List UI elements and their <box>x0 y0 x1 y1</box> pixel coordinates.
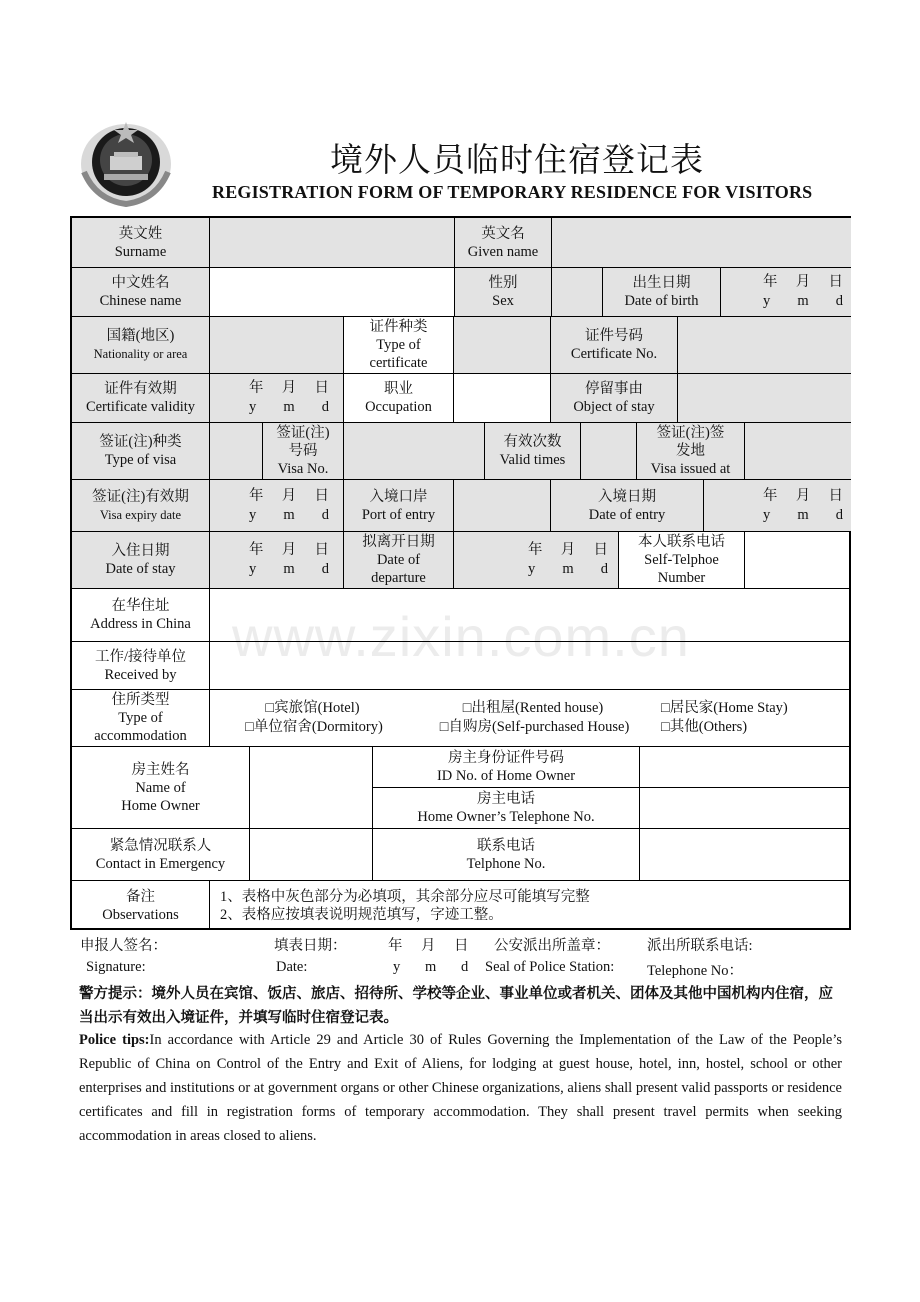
police-tips-cn: 警方提示：境外人员在宾馆、饭店、旅店、招待所、学校等企业、事业单位或者机关、团体及其他中国机构内住宿，应当出示有效出入境证件，并填写临时住宿登记表。 <box>79 986 833 1026</box>
occupation-field[interactable] <box>454 374 551 423</box>
accommodation-type-label: 住所类型 Type of accommodation <box>72 690 210 747</box>
date-of-departure-field[interactable]: 年 月 日 y m d <box>454 532 619 589</box>
owner-id-field[interactable] <box>640 747 851 788</box>
certificate-validity-field[interactable]: 年 月 日 y m d <box>210 374 344 423</box>
visa-issued-field[interactable] <box>745 423 851 480</box>
date-of-entry-field[interactable]: 年 月 日 y m d <box>704 480 851 532</box>
observations-text: 1、表格中灰色部分为必填项，其余部分应尽可能填写完整 2、表格应按填表说明规范填写，字迹工整。 <box>220 888 590 923</box>
valid-times-label: 有效次数 Valid times <box>485 423 581 480</box>
station-tel-label-cn: 派出所联系电话: <box>647 938 753 954</box>
fill-date-label-cn: 填表日期： <box>274 938 347 954</box>
owner-telephone-label: 房主电话 Home Owner’s Telephone No. <box>373 788 640 829</box>
fill-date-label-en: Date: <box>276 959 308 975</box>
footer-day-cn: 日 <box>454 938 469 954</box>
certificate-type-label: 证件种类 Type of certificate <box>344 317 454 374</box>
option-home-stay[interactable]: □居民家(Home Stay) <box>661 700 788 716</box>
footer-day-en: d <box>461 959 469 975</box>
given-name-field[interactable] <box>552 218 851 268</box>
police-tips-en <box>79 1028 842 1148</box>
visa-issued-label: 签证(注)签 发地 Visa issued at <box>637 423 745 480</box>
signature-label-en: Signature: <box>86 959 146 975</box>
home-owner-label: 房主姓名 Name of Home Owner <box>72 747 250 829</box>
signature-label-cn: 申报人签名： <box>80 938 167 954</box>
date-of-stay-field[interactable]: 年 月 日 y m d <box>210 532 344 589</box>
dob-field[interactable]: 年 月 日 y m d <box>721 268 851 317</box>
visa-type-field[interactable] <box>210 423 263 480</box>
option-hotel[interactable]: □宾旅馆(Hotel) <box>265 700 360 716</box>
footer-month-en: m <box>425 959 437 975</box>
date-of-stay-label: 入住日期 Date of stay <box>72 532 210 589</box>
certificate-no-field[interactable] <box>678 317 851 374</box>
form-title-en: REGISTRATION FORM OF TEMPORARY RESIDENCE FOR VISITORS <box>212 182 813 202</box>
police-seal-label-en: Seal of Police Station: <box>485 959 615 975</box>
port-of-entry-field[interactable] <box>454 480 551 532</box>
registration-form <box>70 216 851 930</box>
nationality-label: 国籍(地区) Nationality or area <box>72 317 210 374</box>
police-seal-label-cn: 公安派出所盖章： <box>494 938 610 954</box>
occupation-label: 职业 Occupation <box>344 374 454 423</box>
address-label: 在华住址 Address in China <box>72 589 210 642</box>
self-telephone-label: 本人联系电话 Self-Telphoe Number <box>619 532 745 589</box>
sex-label: 性别 Sex <box>455 268 552 317</box>
option-rented-house[interactable]: □出租屋(Rented house) <box>462 700 604 716</box>
sex-field[interactable] <box>552 268 603 317</box>
form-title-cn: 境外人员临时住宿登记表 <box>330 140 704 179</box>
option-self-purchased[interactable]: □自购房(Self-purchased House) <box>439 719 630 735</box>
address-field[interactable] <box>210 589 851 642</box>
owner-id-label: 房主身份证件号码 ID No. of Home Owner <box>373 747 640 788</box>
nationality-field[interactable] <box>210 317 344 374</box>
contact-telephone-label: 联系电话 Telphone No. <box>373 829 640 881</box>
home-owner-field[interactable] <box>250 747 373 829</box>
police-emblem-icon <box>76 112 176 208</box>
footer-month-cn: 月 <box>421 938 436 954</box>
surname-label: 英文姓 Surname <box>72 218 210 268</box>
footer-year-en: y <box>393 959 401 975</box>
visa-no-label: 签证(注) 号码 Visa No. <box>263 423 344 480</box>
option-others[interactable]: □其他(Others) <box>661 719 748 735</box>
observations-label: 备注 Observations <box>72 881 210 930</box>
emergency-contact-field[interactable] <box>250 829 373 881</box>
date-of-departure-label: 拟离开日期 Date of departure <box>344 532 454 589</box>
contact-telephone-field[interactable] <box>640 829 851 881</box>
station-tel-label-en: Telephone No： <box>647 963 744 979</box>
emergency-contact-label: 紧急情况联系人 Contact in Emergency <box>72 829 250 881</box>
received-by-label: 工作/接待单位 Received by <box>72 642 210 690</box>
given-name-label: 英文名 Given name <box>455 218 552 268</box>
visa-expiry-field[interactable]: 年 月 日 y m d <box>210 480 344 532</box>
chinese-name-field[interactable] <box>210 268 455 317</box>
dob-label: 出生日期 Date of birth <box>603 268 721 317</box>
visa-no-field[interactable] <box>344 423 485 480</box>
surname-field[interactable] <box>210 218 455 268</box>
chinese-name-label: 中文姓名 Chinese name <box>72 268 210 317</box>
police-tips-label: Police tips: <box>79 1032 150 1048</box>
visa-expiry-label: 签证(注)有效期 Visa expiry date <box>72 480 210 532</box>
port-of-entry-label: 入境口岸 Port of entry <box>344 480 454 532</box>
date-of-entry-label: 入境日期 Date of entry <box>551 480 704 532</box>
valid-times-field[interactable] <box>581 423 637 480</box>
accommodation-options <box>210 690 851 747</box>
certificate-type-field[interactable] <box>454 317 551 374</box>
police-tips-text: In accordance with Article 29 and Article 30 of Rules Governing the Implementation of the Law of the People’s Republic of China on Control of the Entry and Exit of Aliens, for lodging at guest house, hotel, inn, hostel, school or other enterprises and institutions or at government organs or other Chinese organizations, aliens shall present valid passports or residence certificates and fill in registration forms of temporary accommodation. They shall present travel permits when seeking accommodation in areas closed to aliens. <box>79 1032 842 1144</box>
certificate-no-label: 证件号码 Certificate No. <box>551 317 678 374</box>
received-by-field[interactable] <box>210 642 851 690</box>
option-dormitory[interactable]: □单位宿舍(Dormitory) <box>245 719 383 735</box>
watermark: www.zixin.com.cn <box>232 605 690 668</box>
object-of-stay-field[interactable] <box>678 374 851 423</box>
self-telephone-field[interactable] <box>745 532 851 589</box>
object-of-stay-label: 停留事由 Object of stay <box>551 374 678 423</box>
visa-type-label: 签证(注)种类 Type of visa <box>72 423 210 480</box>
certificate-validity-label: 证件有效期 Certificate validity <box>72 374 210 423</box>
owner-telephone-field[interactable] <box>640 788 851 829</box>
footer-year-cn: 年 <box>388 938 403 954</box>
